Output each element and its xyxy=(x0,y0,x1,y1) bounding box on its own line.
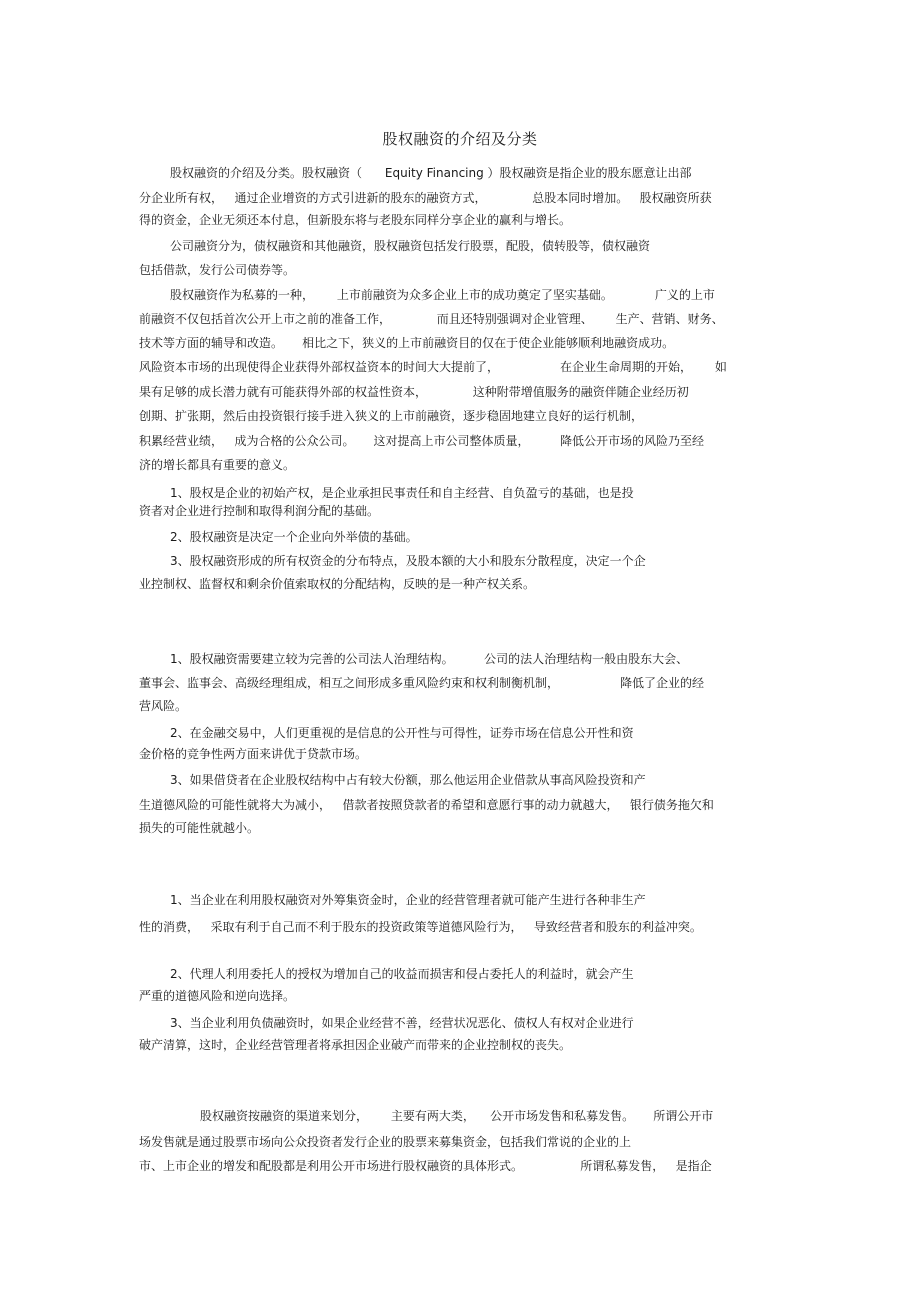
text-line: 风险资本市场的出现使得企业获得外部权益资本的时间大大提前了， 在企业生命周期的开始， 如 xyxy=(139,360,727,374)
text-line: 性的消费， 采取有利于自己而不利于股东的投资政策等道德风险行为， 导致经营者和股东的利益冲突。 xyxy=(139,920,702,934)
text-line: 股权融资的介绍及分类。股权融资（ Equity Financing ）股权融资是指企业的股东愿意让出部 xyxy=(170,166,692,180)
text-line: 济的增长都具有重要的意义。 xyxy=(139,458,296,472)
text-line: 2、在金融交易中，人们更重视的是信息的公开性与可得性，证券市场在信息公开性和资 xyxy=(170,726,634,740)
text-line: 得的资金，企业无须还本付息，但新股东将与老股东同样分享企业的赢利与增长。 xyxy=(139,213,572,227)
text-line: 包括借款，发行公司债券等。 xyxy=(139,263,296,277)
text-line: 股权融资作为私募的一种， 上市前融资为众多企业上市的成功奠定了坚实基础。 广义的上市 xyxy=(170,288,715,302)
page-title: 股权融资的介绍及分类 xyxy=(382,130,538,148)
text-line: 场发售就是通过股票市场向公众投资者发行企业的股票来募集资金，包括我们常说的企业的上 xyxy=(139,1135,632,1149)
text-line: 生道德风险的可能性就将大为减小， 借款者按照贷款者的希望和意愿行事的动力就越大， 银行债务拖欠和 xyxy=(139,798,714,812)
text-line: 1、当企业在利用股权融资对外筹集资金时，企业的经营管理者就可能产生进行各种非生产 xyxy=(170,893,646,907)
text-line: 市、上市企业的增发和配股都是利用公开市场进行股权融资的具体形式。 所谓私募发售， 是指企 xyxy=(139,1159,712,1173)
text-line: 公司融资分为，债权融资和其他融资，股权融资包括发行股票，配股，债转股等，债权融资 xyxy=(170,239,651,253)
text-line: 1、股权是企业的初始产权，是企业承担民事责任和自主经营、自负盈亏的基础，也是投 xyxy=(170,486,634,500)
text-line: 董事会、监事会、高级经理组成，相互之间形成多重风险约束和权利制衡机制， 降低了企业的经 xyxy=(139,676,705,690)
text-line: 严重的道德风险和逆向选择。 xyxy=(139,989,296,1003)
text-line: 3、当企业利用负债融资时，如果企业经营不善，经营状况恶化、债权人有权对企业进行 xyxy=(170,1016,634,1030)
text-line: 金价格的竞争性两方面来讲优于贷款市场。 xyxy=(139,747,368,761)
text-line: 积累经营业绩， 成为合格的公众公司。 这对提高上市公司整体质量， 降低公开市场的风险乃至经 xyxy=(139,434,705,448)
text-line: 2、股权融资是决定一个企业向外举债的基础。 xyxy=(170,530,418,544)
text-line: 3、股权融资形成的所有权资金的分布特点，及股本额的大小和股东分散程度，决定一个企 xyxy=(170,554,646,568)
text-line: 创期、扩张期，然后由投资银行接手进入狭义的上市前融资，逐步稳固地建立良好的运行机制， xyxy=(139,409,644,423)
text-line: 前融资不仅包括首次公开上市之前的准备工作， 而且还特别强调对企业管理、 生产、营销、财务、 xyxy=(139,312,724,326)
text-line: 果有足够的成长潜力就有可能获得外部的权益性资本， 这种附带增值服务的融资伴随企业经历初 xyxy=(139,385,689,399)
text-line: 资者对企业进行控制和取得利润分配的基础。 xyxy=(139,504,380,518)
text-line: 业控制权、监督权和剩余价值索取权的分配结构，反映的是一种产权关系。 xyxy=(139,577,536,591)
text-line: 股权融资按融资的渠道来划分， 主要有两大类， 公开市场发售和私募发售。 所谓公开市 xyxy=(200,1109,714,1123)
text-line: 2、代理人利用委托人的授权为增加自己的收益而损害和侵占委托人的利益时，就会产生 xyxy=(170,967,634,981)
text-line: 分企业所有权， 通过企业增资的方式引进新的股东的融资方式， 总股本同时增加。 股权融资所获 xyxy=(139,191,712,205)
text-line: 1、股权融资需要建立较为完善的公司法人治理结构。 公司的法人治理结构一般由股东大会、 xyxy=(170,652,689,666)
text-line: 3、如果借贷者在企业股权结构中占有较大份额，那么他运用企业借款从事高风险投资和产 xyxy=(170,773,646,787)
text-line: 技术等方面的辅导和改造。 相比之下，狭义的上市前融资目的仅在于使企业能够顺利地融资成功。 xyxy=(139,336,675,350)
text-line: 营风险。 xyxy=(139,699,188,713)
text-line: 损失的可能性就越小。 xyxy=(139,821,260,835)
text-line: 破产清算，这时，企业经营管理者将承担因企业破产而带来的企业控制权的丧失。 xyxy=(139,1038,572,1052)
